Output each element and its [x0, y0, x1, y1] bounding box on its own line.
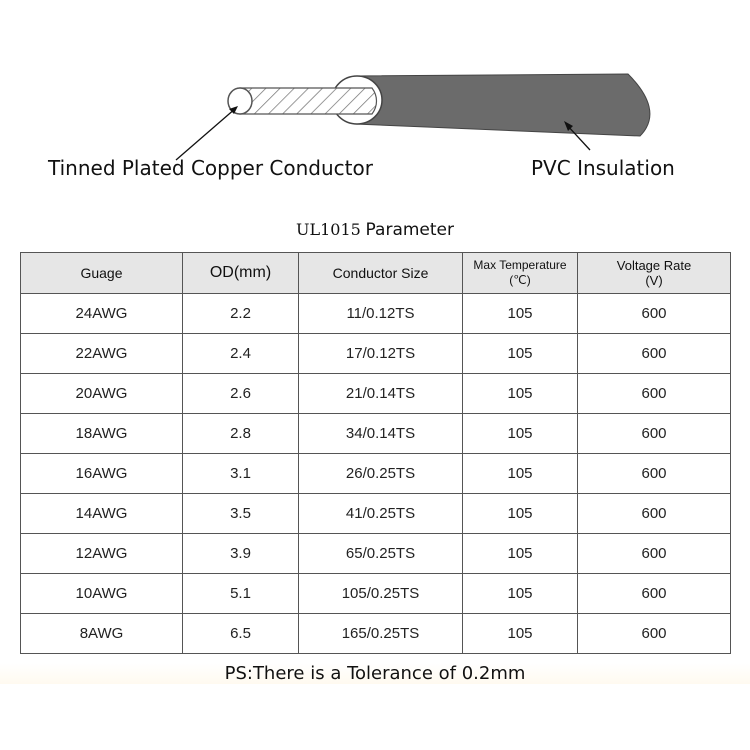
cell-gauge: 10AWG: [21, 574, 183, 614]
cell-od: 3.9: [183, 534, 299, 574]
header-row: [21, 253, 731, 294]
table-row: [21, 614, 731, 654]
header-conductor: Conductor Size: [299, 253, 463, 294]
cell-conductor: 105/0.25TS: [299, 574, 463, 614]
cell-od: 5.1: [183, 574, 299, 614]
cell-temperature: 105: [463, 534, 578, 574]
cell-od: 2.8: [183, 414, 299, 454]
cell-gauge: 14AWG: [21, 494, 183, 534]
cell-od: 2.2: [183, 294, 299, 334]
cell-voltage: 600: [578, 294, 731, 334]
cell-temperature: 105: [463, 294, 578, 334]
cell-gauge: 12AWG: [21, 534, 183, 574]
cell-conductor: 21/0.14TS: [299, 374, 463, 414]
cell-temperature: 105: [463, 614, 578, 654]
cell-conductor: 17/0.12TS: [299, 334, 463, 374]
cell-gauge: 16AWG: [21, 454, 183, 494]
cell-temperature: 105: [463, 494, 578, 534]
table-row: [21, 454, 731, 494]
cell-od: 2.4: [183, 334, 299, 374]
table-row: [21, 294, 731, 334]
table-row: [21, 414, 731, 454]
table-title: [0, 220, 750, 240]
cell-voltage: 600: [578, 614, 731, 654]
cell-od: 6.5: [183, 614, 299, 654]
cell-voltage: 600: [578, 414, 731, 454]
parameter-table: [20, 252, 731, 654]
cell-od: 3.5: [183, 494, 299, 534]
table-row: [21, 494, 731, 534]
header-gauge: Guage: [21, 253, 183, 294]
header-temperature-line1: Max Temperature: [473, 258, 567, 272]
conductor-pointer-line: [176, 108, 236, 160]
tolerance-note: PS:There is a Tolerance of 0.2mm: [0, 663, 750, 684]
cell-conductor: 34/0.14TS: [299, 414, 463, 454]
cell-gauge: 20AWG: [21, 374, 183, 414]
cell-od: 2.6: [183, 374, 299, 414]
header-od: OD(mm): [183, 253, 299, 294]
cell-voltage: 600: [578, 494, 731, 534]
table-row: [21, 374, 731, 414]
cell-gauge: 22AWG: [21, 334, 183, 374]
cell-conductor: 65/0.25TS: [299, 534, 463, 574]
header-voltage-line2: (V): [645, 273, 663, 288]
table-row: [21, 334, 731, 374]
cell-conductor: 11/0.12TS: [299, 294, 463, 334]
cell-gauge: 24AWG: [21, 294, 183, 334]
cell-temperature: 105: [463, 454, 578, 494]
header-voltage-line1: Voltage Rate: [616, 258, 692, 273]
table-row: [21, 534, 731, 574]
cell-voltage: 600: [578, 374, 731, 414]
table-row: [21, 574, 731, 614]
insulation-label: PVC Insulation: [531, 156, 675, 180]
header-temperature: [463, 253, 578, 294]
cell-temperature: 105: [463, 374, 578, 414]
conductor-label: Tinned Plated Copper Conductor: [48, 156, 373, 180]
cell-gauge: 18AWG: [21, 414, 183, 454]
header-temperature-line2: (℃): [509, 273, 531, 287]
cell-voltage: 600: [578, 454, 731, 494]
pvc-insulation-shape: [355, 74, 650, 136]
cell-conductor: 26/0.25TS: [299, 454, 463, 494]
cell-conductor: 41/0.25TS: [299, 494, 463, 534]
cell-voltage: 600: [578, 574, 731, 614]
cell-voltage: 600: [578, 534, 731, 574]
cell-temperature: 105: [463, 334, 578, 374]
cell-conductor: 165/0.25TS: [299, 614, 463, 654]
model-number: UL1015: [295, 220, 361, 239]
cell-temperature: 105: [463, 414, 578, 454]
header-voltage: [578, 253, 731, 294]
cell-voltage: 600: [578, 334, 731, 374]
title-text: Parameter: [365, 220, 454, 240]
cell-temperature: 105: [463, 574, 578, 614]
copper-conductor-shape: [240, 88, 377, 114]
cell-od: 3.1: [183, 454, 299, 494]
cell-gauge: 8AWG: [21, 614, 183, 654]
